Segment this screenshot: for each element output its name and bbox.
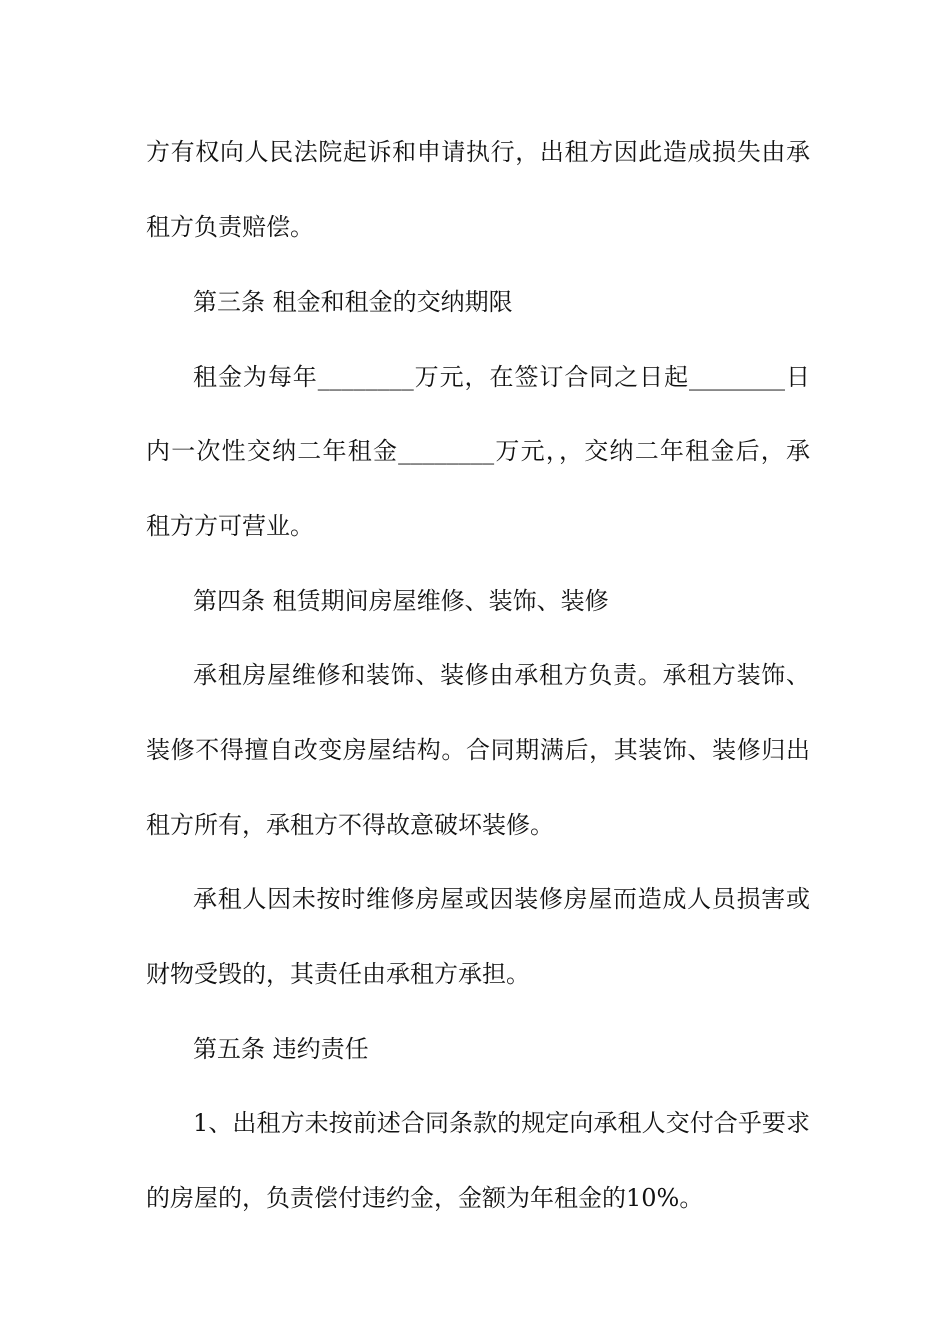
section-heading-4: 第四条 租赁期间房屋维修、装饰、装修 [193,587,609,615]
paragraph-line: 1、出租方未按前述合同条款的规定向承租人交付合乎要求 [193,1109,810,1137]
paragraph-line: 装修不得擅自改变房屋结构。合同期满后，其装饰、装修归出 [146,736,810,764]
section-heading-3: 第三条 租金和租金的交纳期限 [193,288,513,316]
paragraph-line: 承租房屋维修和装饰、装修由承租方负责。承租方装饰、 [193,661,810,689]
paragraph-line: 财物受毁的，其责任由承租方承担。 [146,960,530,988]
paragraph-line: 租方所有，承租方不得故意破坏装修。 [146,811,554,839]
paragraph-line: 租方负责赔偿。 [146,213,314,241]
paragraph-line: 租方方可营业。 [146,512,314,540]
paragraph-line: 承租人因未按时维修房屋或因装修房屋而造成人员损害或 [193,885,810,913]
paragraph-line: 租金为每年________万元，在签订合同之日起________日 [193,363,810,391]
paragraph-line: 的房屋的，负责偿付违约金，金额为年租金的10%。 [146,1184,704,1212]
section-heading-5: 第五条 违约责任 [193,1035,369,1063]
paragraph-line: 方有权向人民法院起诉和申请执行，出租方因此造成损失由承 [146,138,810,166]
paragraph-line: 内一次性交纳二年租金________万元，，交纳二年租金后，承 [146,437,810,465]
